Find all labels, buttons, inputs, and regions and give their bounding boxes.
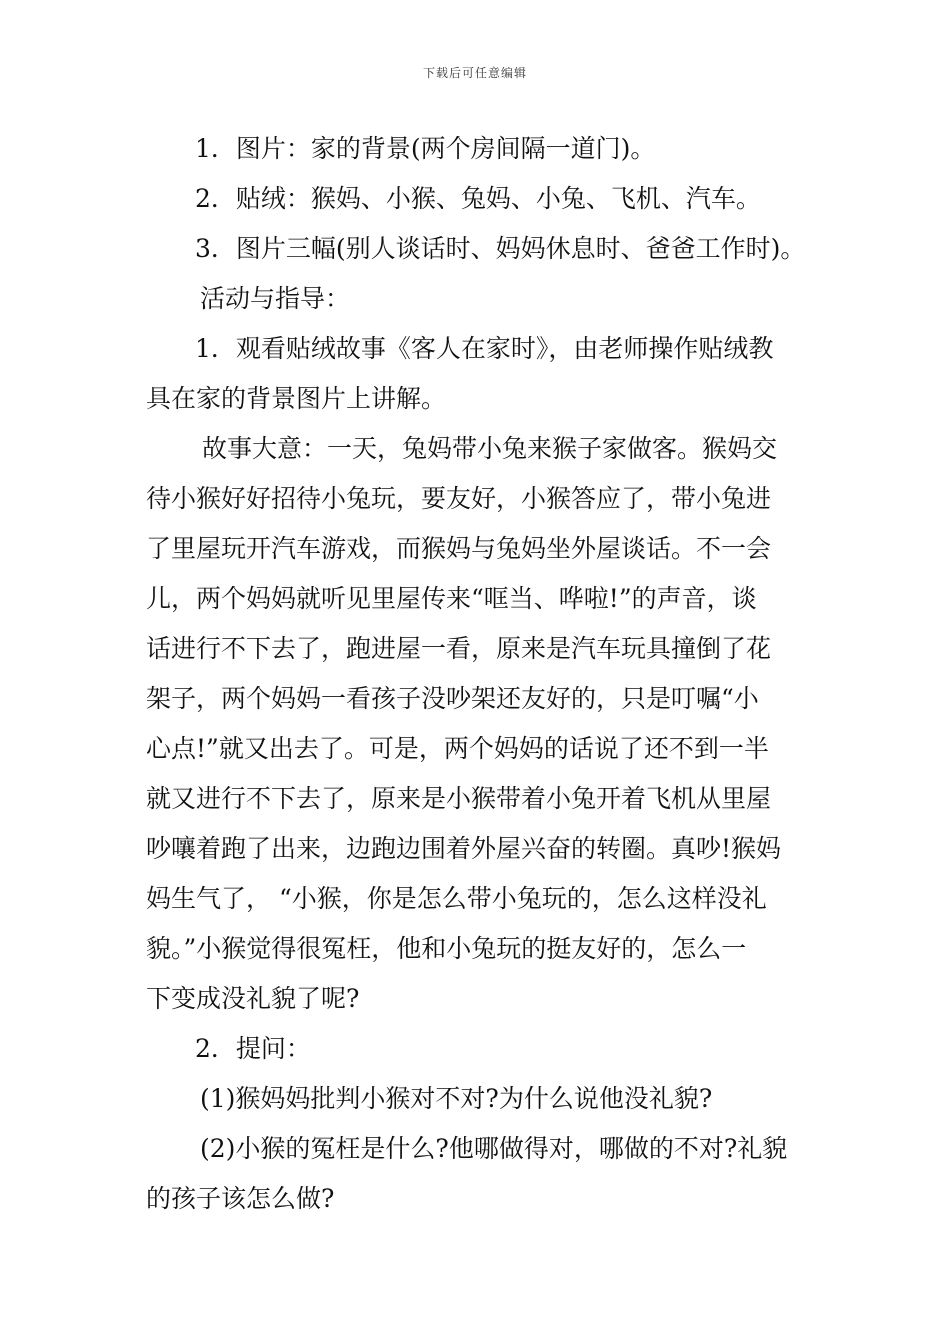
material-item-1: 1．图片：家的背景(两个房间隔一道门)。 [195, 134, 656, 163]
step-2-label: 2．提问： [195, 1034, 311, 1063]
paragraph-line: 待小猴好好招待小兔玩，要友好，小猴答应了，带小兔进 [146, 484, 772, 513]
material-item-3: 3．图片三幅(别人谈话时、妈妈休息时、爸爸工作时)。 [195, 234, 806, 263]
paragraph-line: 就又进行不下去了，原来是小猴带着小兔开着飞机从里屋 [146, 784, 772, 813]
paragraph-line: 妈生气了， “小猴，你是怎么带小兔玩的，怎么这样没礼 [146, 884, 767, 913]
material-item-2: 2．贴绒：猴妈、小猴、兔妈、小兔、飞机、汽车。 [195, 184, 761, 213]
paragraph-line: 了里屋玩开汽车游戏，而猴妈与兔妈坐外屋谈话。不一会 [146, 534, 772, 563]
question-2-paragraph [146, 1124, 811, 1224]
paragraph-line: 貌。”小猴觉得很冤枉，他和小兔玩的挺友好的，怎么一 [146, 934, 747, 963]
paragraph-line: (2)小猴的冤枉是什么?他哪做得对，哪做的不对?礼貌 [200, 1134, 788, 1163]
document-body [146, 124, 811, 1224]
paragraph-line: 1．观看贴绒故事《客人在家时》，由老师操作贴绒教 [195, 334, 774, 363]
story-paragraph [146, 424, 811, 1024]
step-1-paragraph [146, 324, 811, 424]
paragraph-line: 的孩子该怎么做? [146, 1184, 335, 1213]
paragraph-line: 故事大意：一天，兔妈带小兔来猴子家做客。猴妈交 [202, 434, 778, 463]
page-header-note: 下载后可任意编辑 [422, 66, 527, 80]
paragraph-line: 话进行不下去了，跑进屋一看，原来是汽车玩具撞倒了花 [146, 634, 772, 663]
activity-heading: 活动与指导： [200, 284, 351, 313]
paragraph-line: 儿，两个妈妈就听见里屋传来“哐当、哗啦!”的声音，谈 [146, 584, 757, 613]
paragraph-line: 心点!”就又出去了。可是，两个妈妈的话说了还不到一半 [146, 734, 769, 763]
question-1: (1)猴妈妈批判小猴对不对?为什么说他没礼貌? [200, 1084, 713, 1113]
paragraph-line: 吵嚷着跑了出来，边跑边围着外屋兴奋的转圈。真吵!猴妈 [146, 834, 782, 863]
paragraph-line: 架子，两个妈妈一看孩子没吵架还友好的，只是叮嘱“小 [146, 684, 759, 713]
paragraph-line: 具在家的背景图片上讲解。 [146, 384, 447, 413]
paragraph-line: 下变成没礼貌了呢? [146, 984, 360, 1013]
